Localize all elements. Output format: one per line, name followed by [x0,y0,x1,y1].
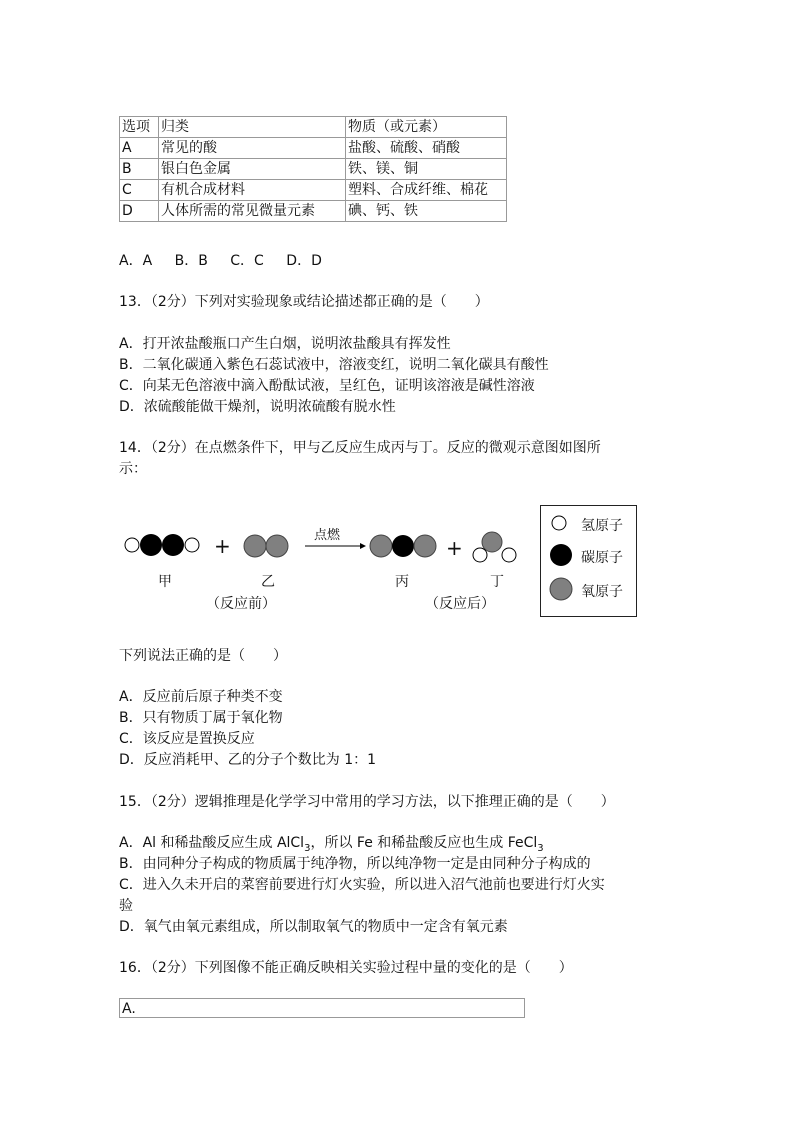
q15-option-a-text: A．Al 和稀盐酸反应生成 AlCl [119,835,305,851]
oxygen-atom [266,535,288,557]
molecule-ding [473,532,516,562]
label-jia: 甲 [158,574,172,590]
oxygen-atom [244,535,266,557]
arrow-head-icon [360,543,366,549]
carbon-atom [140,534,162,556]
plus-sign: + [214,534,231,558]
hydrogen-atom [185,538,199,552]
q13-option-b: B．二氧化碳通入紫色石蕊试液中，溶液变红，说明二氧化碳具有酸性 [119,357,549,373]
q16-option-a-box: A. [119,998,525,1018]
molecule-bing [370,535,436,557]
subscript: 3 [537,842,544,854]
oxygen-atom [370,535,392,557]
q14-option-d: D．反应消耗甲、乙的分子个数比为 1：1 [119,752,377,768]
question-14-prompt: 下列说法正确的是（ ） [119,648,287,664]
legend-carbon-label: 碳原子 [581,550,623,566]
answer-choice: B．B [174,253,208,269]
q15-option-b: B．由同种分子构成的物质属于纯净物，所以纯净物一定是由同种分子构成的 [119,856,591,872]
table-cell: 碘、钙、铁 [346,201,507,222]
hydrogen-atom [502,548,516,562]
q15-option-c: C．进入久未开启的菜窖前要进行灯火实验，所以进入沼气池前也要进行灯火实 [119,877,605,893]
table-cell: C [120,180,159,201]
q15-option-a-text: ，所以 Fe 和稀盐酸反应也生成 FeCl [310,835,538,851]
table-cell: 银白色金属 [159,159,346,180]
molecule-yi [244,535,288,557]
question-14-stem-line1: 14．（2分）在点燃条件下，甲与乙反应生成丙与丁。反应的微观示意图如图所 [119,440,601,456]
q14-option-c: C．该反应是置换反应 [119,731,255,747]
legend-hydrogen-label: 氢原子 [581,518,623,534]
atom-legend [540,505,637,617]
q13-option-c: C．向某无色溶液中滴入酚酞试液，呈红色，证明该溶液是碱性溶液 [119,378,535,394]
table-cell: 常见的酸 [159,138,346,159]
hydrogen-atom [473,548,487,562]
carbon-atom [392,535,414,557]
reaction-condition: 点燃 [314,528,341,543]
table-cell: A [120,138,159,159]
label-ding: 丁 [490,574,504,590]
table-cell: 盐酸、硫酸、硝酸 [346,138,507,159]
q13-option-a: A．打开浓盐酸瓶口产生白烟，说明浓盐酸具有挥发性 [119,336,451,352]
table-header-cell: 归类 [159,117,346,138]
question-14-stem-line2: 示： [119,461,147,477]
table-cell: 铁、镁、铜 [346,159,507,180]
question-16-stem: 16．（2分）下列图像不能正确反映相关实验过程中量的变化的是（ ） [119,960,573,976]
q15-option-a [119,832,544,854]
question-13-stem: 13．（2分）下列对实验现象或结论描述都正确的是（ ） [119,294,489,310]
label-yi: 乙 [261,574,275,590]
plus-sign: + [446,536,463,560]
question-15-stem: 15．（2分）逻辑推理是化学学习中常用的学习方法，以下推理正确的是（ ） [119,794,615,810]
q15-option-d: D．氧气由氧元素组成，所以制取氧气的物质中一定含有氧元素 [119,919,508,935]
answer-choice: D．D [286,253,322,269]
table-cell: D [120,201,159,222]
oxygen-atom [482,532,502,552]
q13-option-d: D．浓硫酸能做干燥剂，说明浓硫酸有脱水性 [119,399,396,415]
answer-choice: A．A [119,253,153,269]
answer-choice: C．C [230,253,264,269]
label-after: （反应后） [425,596,495,612]
table-cell: 塑料、合成纤维、棉花 [346,180,507,201]
subscript: 3 [304,842,311,854]
table-cell: B [120,159,159,180]
legend-oxygen-label: 氧原子 [581,584,623,600]
q14-option-a: A．反应前后原子种类不变 [119,689,283,705]
label-bing: 丙 [395,574,409,590]
hydrogen-atom [125,538,139,552]
table-header-cell: 选项 [120,117,159,138]
q15-option-c-continued: 验 [119,898,133,914]
oxygen-atom [414,535,436,557]
table-cell: 人体所需的常见微量元素 [159,201,346,222]
label-before: （反应前） [206,596,276,612]
carbon-atom [162,534,184,556]
table-header-cell: 物质（或元素） [346,117,507,138]
molecule-jia [125,534,199,556]
table-cell: 有机合成材料 [159,180,346,201]
q14-option-b: B．只有物质丁属于氧化物 [119,710,283,726]
